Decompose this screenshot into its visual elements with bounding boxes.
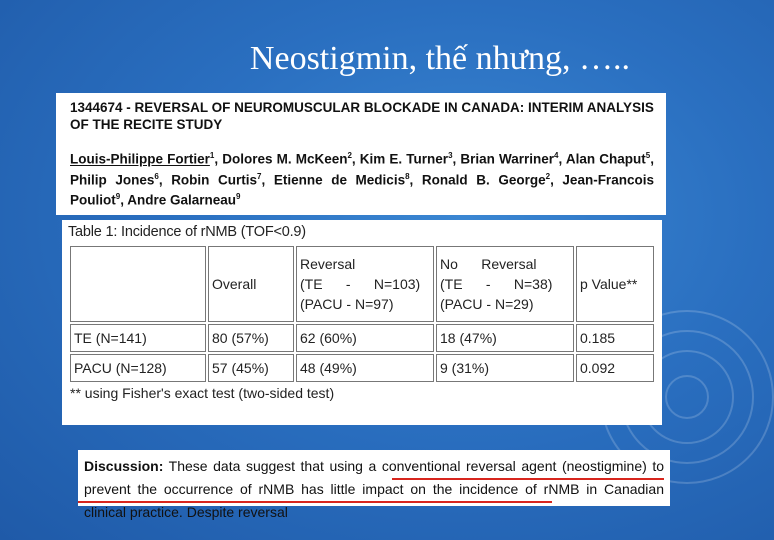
author-name: Louis-Philippe Fortier bbox=[70, 151, 210, 167]
table-cell: 80 (57%) bbox=[208, 324, 294, 352]
slide-title bbox=[0, 40, 660, 78]
table-cell: 0.092 bbox=[576, 354, 654, 382]
table-cell: 62 (60%) bbox=[296, 324, 434, 352]
ripple-decoration bbox=[665, 375, 709, 419]
author-name: Dolores M. McKeen bbox=[222, 151, 348, 167]
header-line: (TE - N=38) bbox=[440, 276, 553, 292]
author-name: Ronald B. George bbox=[421, 172, 546, 187]
author-sup: 1 bbox=[209, 151, 215, 160]
header-cell bbox=[70, 246, 206, 322]
author-name: Brian Warriner bbox=[460, 151, 555, 167]
header-cell bbox=[296, 246, 434, 322]
table-cell: PACU (N=128) bbox=[70, 354, 206, 382]
author-name: Robin Curtis bbox=[171, 172, 258, 187]
table-row bbox=[70, 324, 654, 352]
abstract-heading: 1344674 - REVERSAL OF NEUROMUSCULAR BLOCKADE IN CANADA: INTERIM ANALYSIS OF THE RECITE STUDY bbox=[70, 100, 654, 132]
results-table-panel bbox=[62, 220, 662, 425]
table-cell: 9 (31%) bbox=[436, 354, 574, 382]
author-name: Etienne de Medicis bbox=[273, 172, 406, 187]
author-sup: 2 bbox=[347, 151, 352, 160]
author-sup: 9 bbox=[115, 192, 121, 201]
header-line: No Reversal bbox=[440, 256, 537, 272]
abstract-panel bbox=[56, 93, 666, 215]
header-line: (TE - N=103) bbox=[300, 276, 421, 292]
header-cell: p Value** bbox=[576, 246, 654, 322]
author-name: Kim E. Turner bbox=[359, 151, 449, 167]
author-sup: 4 bbox=[554, 151, 559, 160]
table-cell: 0.185 bbox=[576, 324, 654, 352]
author-sup: 8 bbox=[405, 171, 410, 181]
table-cell: 18 (47%) bbox=[436, 324, 574, 352]
table-cell: 57 (45%) bbox=[208, 354, 294, 382]
author-sup: 5 bbox=[645, 151, 651, 160]
author-sup: 7 bbox=[257, 171, 262, 181]
table-row bbox=[70, 354, 654, 382]
author-sup: 9 bbox=[236, 192, 241, 201]
discussion-text: These data suggest that using a conventional reversal agent (neostigmine) to prevent the occurrence of rNMB has little impact on the incidence of rNMB in Canadian clinical practice. Despite reversal bbox=[84, 458, 665, 520]
slide-title-text: Neostigmin, thế nhưng, ….. bbox=[249, 40, 631, 77]
table-caption: Table 1: Incidence of rNMB (TOF<0.9) bbox=[68, 224, 306, 240]
table-cell: TE (N=141) bbox=[70, 324, 206, 352]
author-sup: 6 bbox=[154, 171, 159, 181]
header-line: (PACU - N=29) bbox=[440, 296, 534, 312]
header-line: Reversal bbox=[300, 256, 356, 272]
header-cell bbox=[436, 246, 574, 322]
author-sup: 2 bbox=[545, 171, 551, 181]
author-name: Andre Galarneau bbox=[127, 192, 237, 208]
highlight-underline bbox=[78, 501, 552, 503]
author-name: Philip Jones bbox=[70, 172, 155, 187]
results-table bbox=[68, 244, 656, 384]
table-cell: 48 (49%) bbox=[296, 354, 434, 382]
table-footnote: ** using Fisher's exact test (two-sided test) bbox=[70, 385, 335, 401]
table-header-row bbox=[70, 246, 654, 322]
header-line: (PACU - N=97) bbox=[300, 296, 394, 312]
discussion-label: Discussion: bbox=[84, 458, 164, 474]
header-cell: Overall bbox=[208, 246, 294, 322]
highlight-underline bbox=[392, 478, 664, 480]
author-name: Alan Chaput bbox=[565, 151, 646, 167]
abstract-authors: Louis-Philippe Fortier$^1$, Dolores M. McKeen$^2$, Kim E. Turner$^3$, Brian Warriner$^4$, Alan Chaput$^5$, Philip Jones$^6$, Robin Curtis$^7$, Etienne de Medicis$^8$, Ronald B. George$^2$, Jean-Francois Pouliot$^9$, Andre Galarneau$^9$ bbox=[70, 151, 654, 208]
author-name: Jean-Francois Pouliot bbox=[70, 172, 654, 208]
author-sup: 3 bbox=[448, 151, 453, 160]
